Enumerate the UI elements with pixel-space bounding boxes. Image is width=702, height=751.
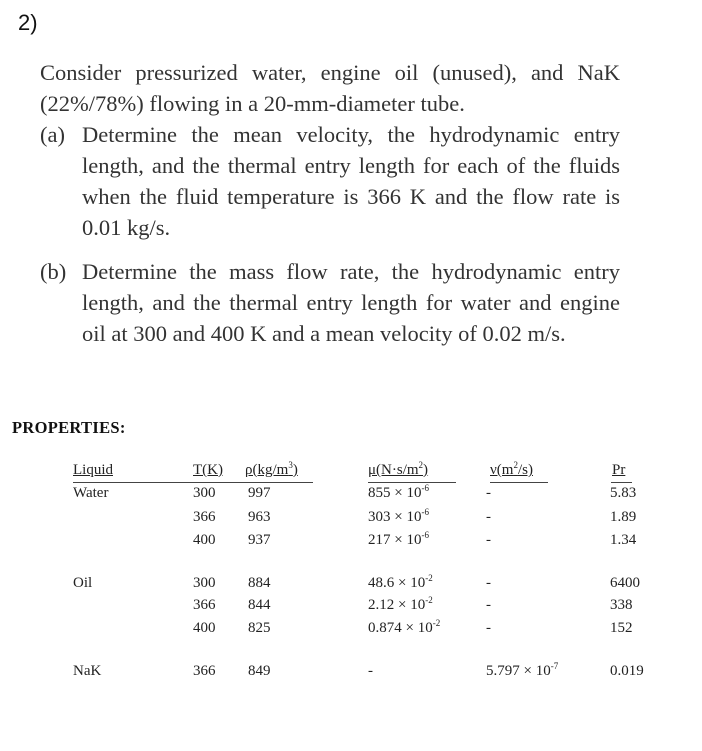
header-kinematic-viscosity-close: /s) [517, 462, 533, 478]
cell-density: 844 [248, 597, 271, 613]
cell-prandtl: 338 [610, 597, 633, 613]
cell-kinematic-viscosity [486, 597, 491, 614]
cell-viscosity-exponent: -2 [425, 595, 433, 605]
cell-temperature: 366 [193, 663, 216, 679]
header-viscosity-exp: 2 [418, 460, 424, 470]
cell-viscosity [368, 575, 433, 592]
part-b-label: (b) [40, 259, 67, 284]
header-density [245, 462, 298, 479]
cell-liquid: NaK [73, 663, 102, 679]
cell-liquid: Oil [73, 575, 93, 591]
cell-kinematic-viscosity-mantissa: 5.797 × 10 [486, 663, 551, 679]
cell-kinematic-viscosity-mantissa: - [486, 597, 491, 613]
header-viscosity [368, 462, 428, 479]
header-viscosity-base: μ(N·s/m [368, 462, 419, 478]
cell-density: 849 [248, 663, 271, 679]
cell-temperature: 366 [193, 597, 216, 613]
header-underline-pr [611, 482, 632, 483]
cell-kinematic-viscosity-mantissa: - [486, 620, 491, 636]
cell-kinematic-viscosity [486, 532, 491, 549]
part-a-text: Determine the mean velocity, the hydrodynamic entry length, and the thermal entry length for each of the fluids when the fluid temperature is 366 K and the flow rate is 0.01 kg/s. [82, 122, 620, 240]
cell-kinematic-viscosity [486, 663, 558, 680]
cell-temperature: 366 [193, 509, 216, 525]
cell-viscosity-mantissa: 48.6 × 10 [368, 575, 426, 591]
cell-temperature: 300 [193, 485, 216, 501]
header-prandtl: Pr [612, 462, 626, 478]
cell-viscosity [368, 532, 429, 549]
cell-viscosity [368, 485, 429, 502]
cell-density: 884 [248, 575, 271, 591]
header-temperature: T(K) [193, 462, 223, 478]
cell-viscosity [368, 620, 440, 637]
header-kinematic-viscosity [490, 462, 533, 479]
header-underline-mid [368, 482, 456, 483]
cell-viscosity-mantissa: 217 × 10 [368, 532, 422, 548]
cell-prandtl: 0.019 [610, 663, 644, 679]
properties-title: PROPERTIES: [12, 418, 126, 437]
header-density-exp: 3 [288, 460, 293, 470]
cell-prandtl: 1.89 [610, 509, 637, 525]
cell-kinematic-viscosity [486, 575, 491, 592]
cell-kinematic-viscosity-mantissa: - [486, 509, 491, 525]
cell-viscosity-mantissa: 2.12 × 10 [368, 597, 426, 613]
cell-temperature: 400 [193, 620, 216, 636]
cell-temperature: 400 [193, 532, 216, 548]
cell-temperature: 300 [193, 575, 216, 591]
cell-viscosity-mantissa: 303 × 10 [368, 509, 422, 525]
header-underline-left [73, 482, 313, 483]
cell-prandtl: 152 [610, 620, 633, 636]
cell-viscosity-exponent: -2 [425, 573, 433, 583]
cell-viscosity [368, 663, 373, 680]
cell-density: 963 [248, 509, 271, 525]
cell-kinematic-viscosity-mantissa: - [486, 532, 491, 548]
cell-density: 997 [248, 485, 271, 501]
cell-kinematic-viscosity [486, 509, 491, 526]
cell-density: 937 [248, 532, 271, 548]
cell-liquid: Water [73, 485, 109, 501]
header-density-close: ) [292, 462, 298, 478]
cell-viscosity-mantissa: 855 × 10 [368, 485, 422, 501]
cell-prandtl: 1.34 [610, 532, 637, 548]
cell-viscosity [368, 597, 433, 614]
problem-intro: Consider pressurized water, engine oil (unused), and NaK (22%/78%) flowing in a 20-mm-diameter tube. [40, 60, 620, 116]
header-kinematic-viscosity-exp: 2 [513, 460, 518, 470]
cell-prandtl: 5.83 [610, 485, 637, 501]
part-b-text: Determine the mass flow rate, the hydrodynamic entry length, and the thermal entry length for water and engine oil at 300 and 400 K and a mean velocity of 0.02 m/s. [82, 259, 620, 346]
cell-kinematic-viscosity-exponent: -7 [550, 661, 559, 671]
cell-kinematic-viscosity [486, 485, 491, 502]
header-viscosity-close: ) [423, 462, 429, 478]
cell-viscosity [368, 509, 429, 526]
cell-prandtl: 6400 [610, 575, 640, 591]
header-kinematic-viscosity-base: ν(m [490, 462, 514, 478]
header-liquid: Liquid [73, 462, 113, 478]
cell-viscosity-mantissa: - [368, 663, 373, 679]
cell-kinematic-viscosity-mantissa: - [486, 575, 491, 591]
part-a-label: (a) [40, 122, 65, 147]
cell-viscosity-exponent: -2 [432, 618, 441, 628]
cell-viscosity-mantissa: 0.874 × 10 [368, 620, 433, 636]
cell-kinematic-viscosity-mantissa: - [486, 485, 491, 501]
cell-viscosity-exponent: -6 [421, 483, 429, 493]
cell-viscosity-exponent: -6 [421, 530, 429, 540]
cell-density: 825 [248, 620, 271, 636]
header-underline-right [490, 482, 548, 483]
header-density-base: ρ(kg/m [245, 462, 289, 478]
cell-viscosity-exponent: -6 [421, 507, 429, 517]
question-number: 2) [18, 10, 38, 35]
cell-kinematic-viscosity [486, 620, 491, 637]
